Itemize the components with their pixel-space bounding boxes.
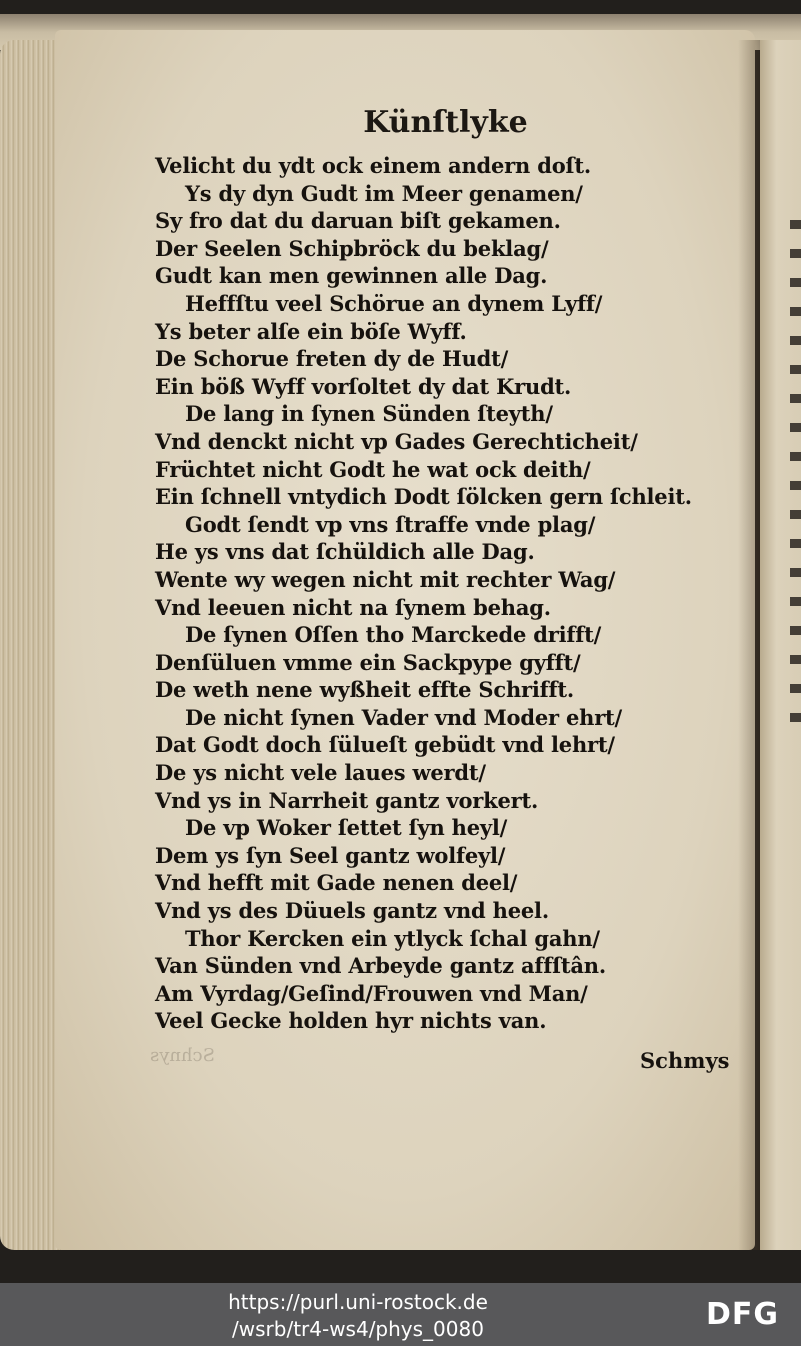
verse-line: He ys vns dat ſchüldich alle Dag. — [155, 539, 535, 565]
verse-line: Vnd ys des Düuels gantz vnd heel. — [155, 898, 549, 924]
verse-line: Ys beter alſe ein böſe Wyff. — [155, 318, 467, 344]
catchword: Schmys — [640, 1048, 730, 1073]
verse-line: Dat Godt doch ſülueſt gebüdt vnd lehrt/ — [155, 732, 615, 758]
verse-line: De weth nene wyßheit effte Schrifft. — [155, 677, 574, 703]
verse-line: Vnd hefft mit Gade nenen deel/ — [155, 870, 518, 896]
verse-line: De ys nicht vele laues werdt/ — [155, 760, 486, 786]
viewer-footer — [0, 1283, 801, 1346]
verse-line: Dem ys ſyn Seel gantz wolfeyl/ — [155, 842, 506, 868]
verse-line: Denſüluen vmme ein Sackpype gyfft/ — [155, 649, 581, 675]
book-fore-edge — [0, 40, 60, 1250]
right-page-text-fragments — [790, 220, 801, 740]
verse-line: Vnd leeuen nicht na ſynem behag. — [155, 594, 551, 620]
verse-line: Früchtet nicht Godt he wat ock deith/ — [155, 456, 591, 482]
permalink-line-1[interactable]: https://purl.uni-rostock.de — [228, 1290, 488, 1314]
verse-line: De Schorue freten dy de Hudt/ — [155, 346, 509, 372]
dfg-logo: DFG — [706, 1297, 780, 1332]
verse-line: De nicht ſynen Vader vnd Moder ehrt/ — [185, 704, 623, 730]
verse-line: De lang in ſynen Sünden ſteyth/ — [185, 401, 553, 427]
permalink-line-2[interactable]: /wsrb/tr4-ws4/phys_0080 — [232, 1317, 484, 1341]
verse-line: Godt ſendt vp vns ſtraffe vnde plag/ — [185, 511, 596, 537]
verse-line: Van Sünden vnd Arbeyde gantz affſtân. — [155, 953, 606, 979]
verse-line: Wente wy wegen nicht mit rechter Wag/ — [155, 566, 616, 592]
verse-line: Ein ſchnell vntydich Dodt ſölcken gern ſchleit. — [155, 484, 692, 510]
verse-text-block — [155, 152, 755, 1035]
verse-line: Veel Gecke holden hyr nichts van. — [155, 1008, 547, 1034]
right-page-sliver — [760, 40, 801, 1250]
verse-line: Ys dy dyn Gudt im Meer genamen/ — [185, 180, 583, 206]
verse-line: De vp Woker ſettet ſyn heyl/ — [185, 815, 508, 841]
verse-line: Der Seelen Schipbröck du beklag/ — [155, 235, 549, 261]
verse-line: Velicht du ydt ock einem andern doſt. — [155, 153, 591, 178]
verse-line: Ein böß Wyff vorſoltet dy dat Krudt. — [155, 373, 572, 399]
verse-line: Am Vyrdag/Geſind/Frouwen vnd Man/ — [155, 980, 588, 1006]
verse-line: De ſynen Oſſen tho Marckede drifft/ — [185, 622, 602, 648]
verse-line: Thor Kercken ein ytlyck ſchal gahn/ — [185, 925, 600, 951]
running-head: Künſtlyke — [363, 105, 528, 140]
verse-line: Gudt kan men gewinnen alle Dag. — [155, 263, 548, 289]
verse-line: Heffſtu veel Schörue an dynem Lyff/ — [185, 290, 603, 316]
verse-line: Sy fro dat du daruan biſt gekamen. — [155, 208, 561, 234]
bleed-through-text: Schnys — [150, 1045, 216, 1066]
verse-line: Vnd denckt nicht vp Gades Gerechticheit/ — [155, 428, 638, 454]
verse-line: Vnd ys in Narrheit gantz vorkert. — [155, 787, 539, 813]
